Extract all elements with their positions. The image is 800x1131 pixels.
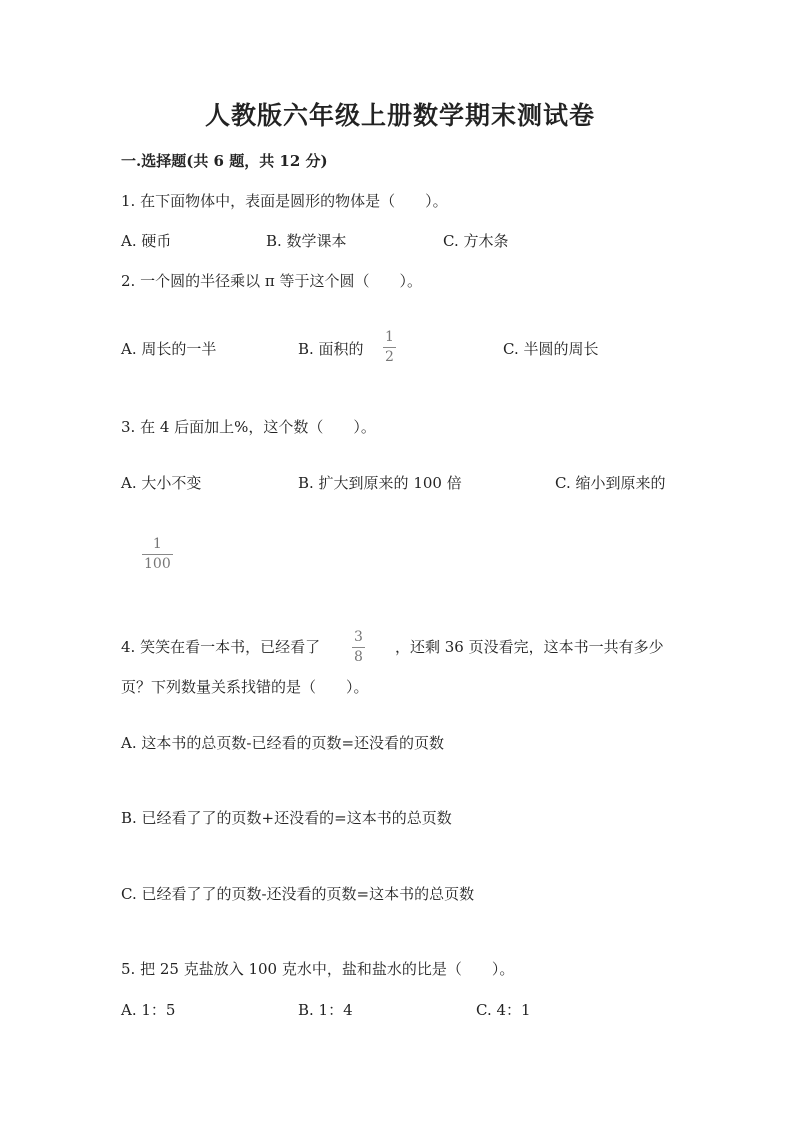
q4-option-b: B. 已经看了了的页数+还没看的=这本书的总页数 <box>121 809 452 827</box>
question-4-line-1-start: 4. 笑笑在看一本书，已经看了 <box>121 638 321 656</box>
q3-option-a: A. 大小不变 <box>121 474 202 492</box>
question-3: 3. 在 4 后面加上%，这个数（ ）。 <box>121 418 376 436</box>
section-heading: 一.选择题(共 6 题，共 12 分) <box>121 152 328 170</box>
fraction-numerator: 1 <box>385 329 394 345</box>
page-title: 人教版六年级上册数学期末测试卷 <box>204 101 595 130</box>
q2-option-b-fraction <box>383 330 396 364</box>
q5-option-a: A. 1：5 <box>121 1001 176 1019</box>
q3-option-c: C. 缩小到原来的 <box>555 474 666 492</box>
question-5: 5. 把 25 克盐放入 100 克水中，盐和盐水的比是（ ）。 <box>121 960 515 978</box>
q3-option-c-fraction <box>142 537 173 571</box>
q5-option-c: C. 4：1 <box>476 1001 531 1019</box>
q1-option-a: A. 硬币 <box>121 232 172 250</box>
question-2: 2. 一个圆的半径乘以 π 等于这个圆（ ）。 <box>121 272 422 290</box>
fraction-denominator: 2 <box>385 349 394 365</box>
fraction-denominator: 100 <box>144 556 171 572</box>
question-4-line-1-end: ，还剩 36 页没看完，这本书一共有多少 <box>395 638 664 656</box>
q2-option-c: C. 半圆的周长 <box>503 340 599 358</box>
q2-option-b: B. 面积的 <box>298 340 364 358</box>
fraction-numerator: 1 <box>152 536 162 552</box>
q4-option-a: A. 这本书的总页数-已经看的页数=还没看的页数 <box>121 734 445 752</box>
q1-option-b: B. 数学课本 <box>266 232 347 250</box>
fraction-denominator: 8 <box>354 649 363 665</box>
q2-option-a: A. 周长的一半 <box>121 340 217 358</box>
question-1: 1. 在下面物体中，表面是圆形的物体是（ ）。 <box>121 192 448 210</box>
question-4-line-2: 页？下列数量关系找错的是（ ）。 <box>121 678 369 696</box>
q5-option-b: B. 1：4 <box>298 1001 353 1019</box>
q3-option-b: B. 扩大到原来的 100 倍 <box>298 474 462 492</box>
q4-option-c: C. 已经看了了的页数-还没看的页数=这本书的总页数 <box>121 885 475 903</box>
q1-option-c: C. 方木条 <box>443 232 509 250</box>
fraction-numerator: 3 <box>354 629 363 645</box>
question-4-fraction <box>352 630 365 664</box>
